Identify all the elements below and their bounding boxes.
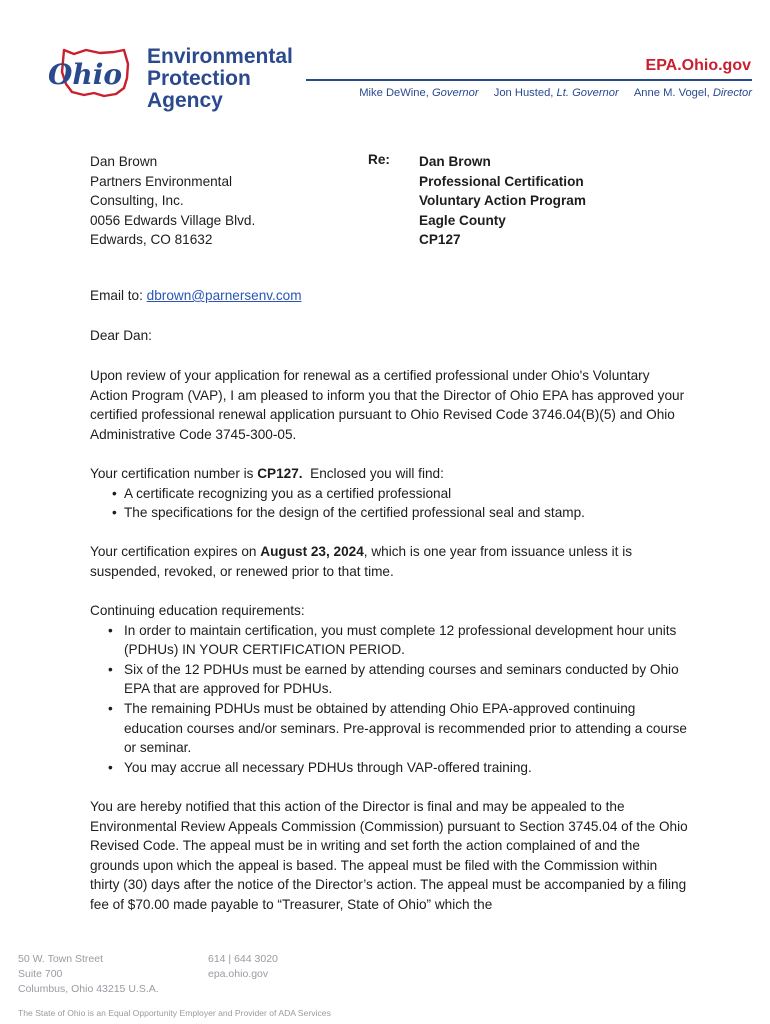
email-label: Email to: bbox=[90, 288, 143, 303]
list-item: • Six of the 12 PDHUs must be earned by attending courses and seminars conducted by Ohio EPA that are approved for PDHUs. bbox=[90, 660, 690, 699]
paragraph-approval: Upon review of your application for renewal as a certified professional under Ohio's Voluntary Action Program (VAP), I am pleased to inform you that the Director of Ohio EPA has approved your certified professional renewal application pursuant to Ohio Revised Code 3746.04(B)(5) and Ohio Administrative Code 3745-300-05. bbox=[90, 368, 685, 442]
list-item: • In order to maintain certification, you must complete 12 professional development hour units (PDHUs) IN YOUR CERTIFICATION PERIOD. bbox=[90, 621, 690, 660]
enclosure-list bbox=[90, 484, 690, 523]
re-block bbox=[419, 152, 586, 250]
salutation: Dear Dan: bbox=[90, 328, 152, 343]
agency-line-1: Environmental bbox=[147, 45, 293, 68]
governor: Mike DeWine, Governor bbox=[359, 87, 479, 99]
header-rule bbox=[306, 79, 752, 81]
re-line-4: Eagle County bbox=[419, 212, 506, 228]
ce-requirements-list bbox=[90, 621, 690, 778]
lt-governor: Jon Husted, Lt. Governor bbox=[493, 87, 619, 99]
agency-name bbox=[147, 46, 293, 112]
paragraph-continuing-education bbox=[90, 601, 690, 777]
director: Anne M. Vogel, Director bbox=[633, 87, 752, 99]
website-url[interactable]: EPA.Ohio.gov bbox=[645, 57, 751, 74]
re-line-3: Voluntary Action Program bbox=[419, 193, 586, 209]
recipient-street: 0056 Edwards Village Blvd. bbox=[90, 212, 256, 228]
email-line bbox=[90, 288, 302, 303]
list-item: • You may accrue all necessary PDHUs through VAP-offered training. bbox=[90, 758, 690, 778]
expiration-date: August 23, 2024 bbox=[260, 544, 364, 559]
footer-phone: 614 | 644 3020 bbox=[208, 953, 278, 965]
footer-suite: Suite 700 bbox=[18, 968, 63, 980]
footer-address bbox=[18, 952, 159, 997]
logo-wordmark: Ohio bbox=[48, 58, 123, 91]
recipient-city: Edwards, CO 81632 bbox=[90, 232, 213, 248]
re-line-1: Dan Brown bbox=[419, 154, 491, 169]
paragraph-appeal: You are hereby notified that this action of the Director is final and may be appealed to the Environmental Review Appeals Commission (Commission) pursuant to Section 3745.04 of the Ohio Revised Code. The appeal must be in writing and set forth the action complained of and the grounds upon which the appeal is based. The appeal must be filed with the Commission within thirty (30) days after the notice of the Director’s action. The appeal must be accompanied by a filing fee of $70.00 made payable to “Treasurer, State of Ohio” which the bbox=[90, 799, 688, 912]
recipient-company-2: Consulting, Inc. bbox=[90, 193, 184, 209]
footer-street: 50 W. Town Street bbox=[18, 953, 104, 965]
email-link[interactable]: dbrown@parnersenv.com bbox=[146, 288, 302, 303]
list-item: • The remaining PDHUs must be obtained by attending Ohio EPA-approved continuing education courses and/or seminars. Pre-approval is recommended prior to attending a course or seminar. bbox=[90, 699, 690, 758]
agency-line-2: Protection bbox=[147, 67, 251, 90]
re-line-5: CP127 bbox=[419, 232, 461, 248]
agency-line-3: Agency bbox=[147, 89, 223, 112]
ohio-state-outline-icon bbox=[44, 44, 144, 100]
footer-notice: The State of Ohio is an Equal Opportunity Employer and Provider of ADA Services bbox=[18, 1008, 331, 1018]
footer-contact bbox=[208, 952, 278, 982]
list-item: • The specifications for the design of the certified professional seal and stamp. bbox=[90, 503, 690, 523]
footer-web[interactable]: epa.ohio.gov bbox=[208, 968, 269, 980]
recipient-name: Dan Brown bbox=[90, 154, 158, 169]
recipient-address bbox=[90, 152, 255, 250]
ce-intro: Continuing education requirements: bbox=[90, 603, 305, 618]
ohio-logo bbox=[44, 44, 144, 100]
paragraph-certification: Your certification number is CP127. Enclosed you will find: • A certificate recognizing you as a certified professional • The specifications for the design of the certified professional seal and stamp. bbox=[90, 464, 690, 523]
certification-number: CP127. bbox=[257, 466, 303, 481]
recipient-company-1: Partners Environmental bbox=[90, 173, 233, 189]
footer-city: Columbus, Ohio 43215 U.S.A. bbox=[18, 983, 159, 995]
list-item: • A certificate recognizing you as a certified professional bbox=[90, 484, 690, 504]
paragraph-expiration: Your certification expires on August 23, 2024, which is one year from issuance unless it is suspended, revoked, or renewed prior to that time. bbox=[90, 544, 633, 579]
re-line-2: Professional Certification bbox=[419, 173, 584, 189]
officials-line bbox=[347, 87, 752, 99]
re-label: Re: bbox=[368, 152, 390, 167]
